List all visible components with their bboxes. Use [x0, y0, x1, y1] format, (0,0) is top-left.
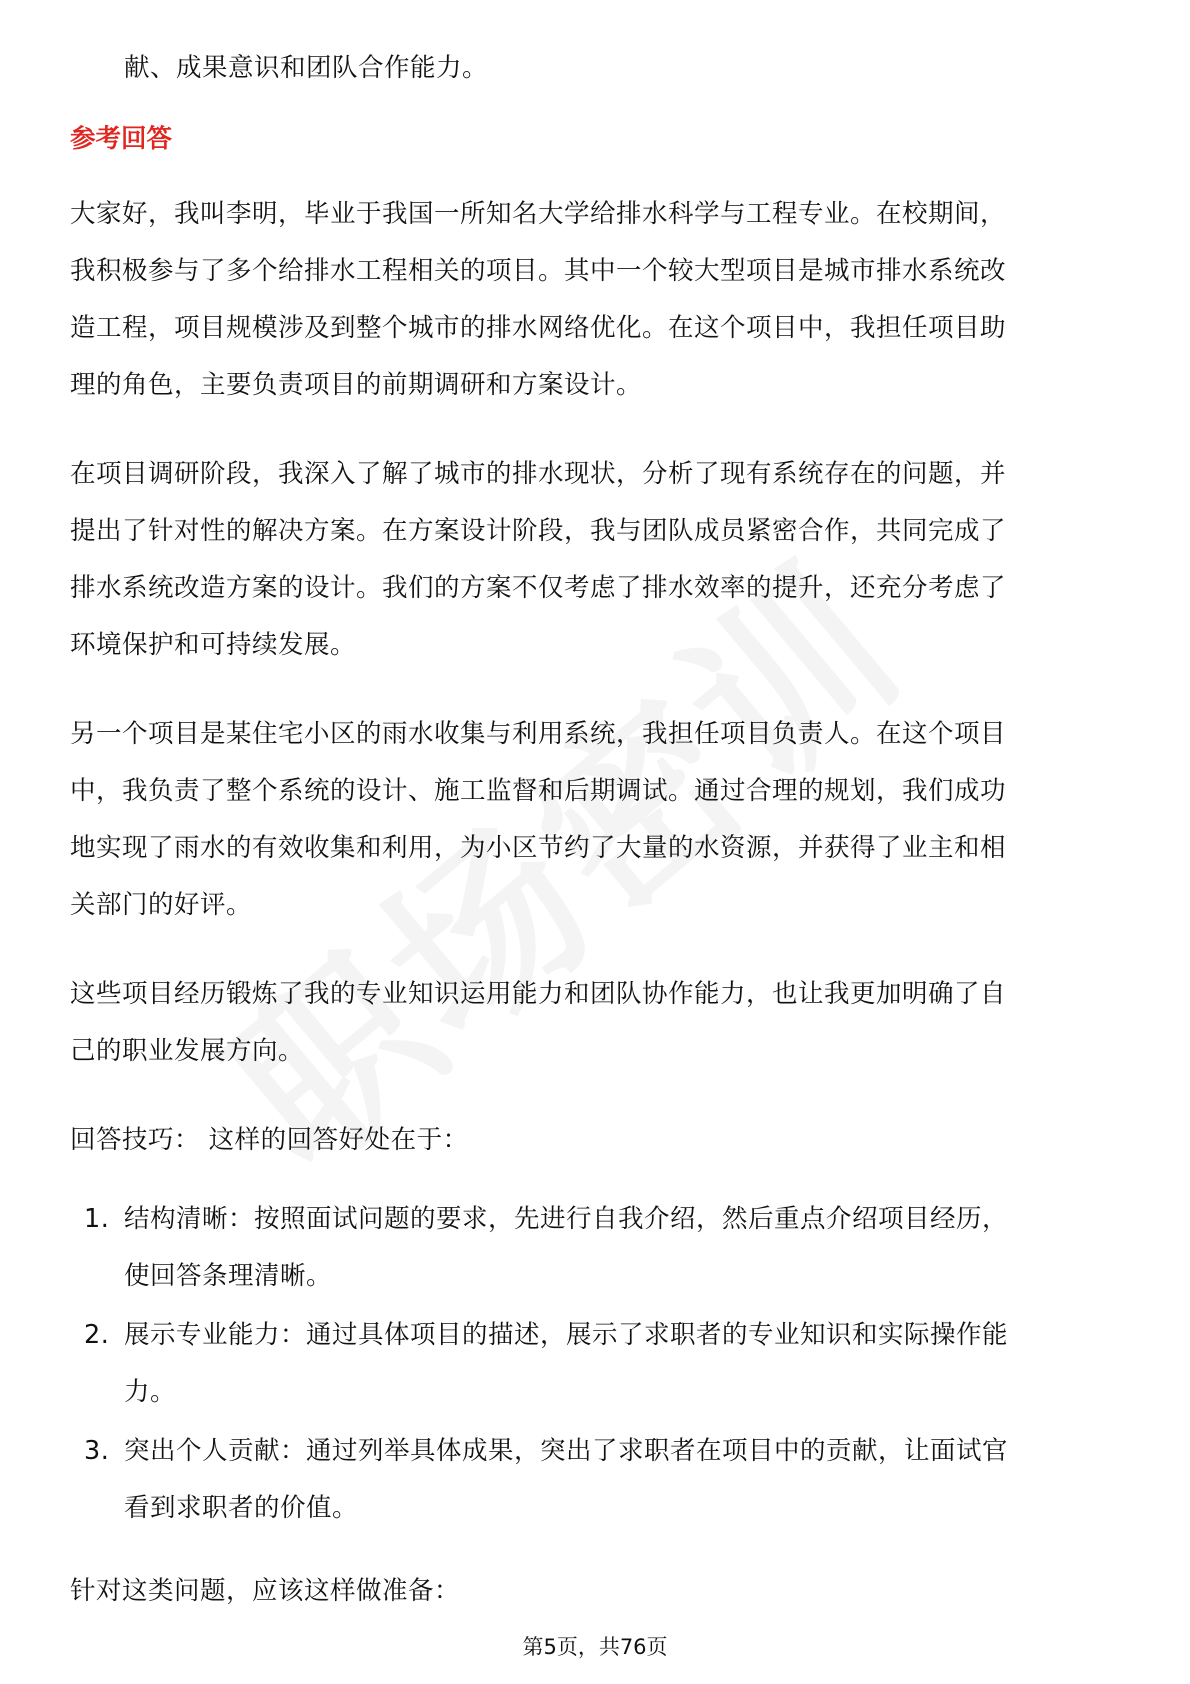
list-number: 1.: [84, 1204, 110, 1234]
continuation-line: 献、成果意识和团队合作能力。: [124, 53, 489, 83]
paragraph-line: 关部门的好评。: [70, 890, 253, 920]
paragraph: [70, 446, 1120, 674]
paragraph: [70, 186, 1120, 414]
paragraph-line: 己的职业发展方向。: [70, 1036, 305, 1066]
paragraph-line: 另一个项目是某住宅小区的雨水收集与利用系统，我担任项目负责人。在这个项目: [70, 719, 1007, 749]
list-item-line: 结构清晰：按照面试问题的要求，先进行自我介绍，然后重点介绍项目经历，: [124, 1204, 1009, 1234]
paragraph-line: 提出了针对性的解决方案。在方案设计阶段，我与团队成员紧密合作，共同完成了: [70, 516, 1007, 546]
paragraph-line: 在项目调研阶段，我深入了解了城市的排水现状，分析了现有系统存在的问题，并: [70, 459, 1007, 489]
paragraph: [70, 706, 1120, 934]
paragraph: [70, 966, 1120, 1080]
paragraph-line: 这些项目经历锻炼了我的专业知识运用能力和团队协作能力，也让我更加明确了自: [70, 979, 1007, 1009]
closing-line: 针对这类问题，应该这样做准备：: [70, 1576, 461, 1606]
list-item: [70, 1423, 1120, 1537]
paragraph-line: 中，我负责了整个系统的设计、施工监督和后期调试。通过合理的规划，我们成功: [70, 776, 1007, 806]
paragraph-line: 地实现了雨水的有效收集和利用，为小区节约了大量的水资源，并获得了业主和相: [70, 833, 1007, 863]
list-item-line: 展示专业能力：通过具体项目的描述，展示了求职者的专业知识和实际操作能: [124, 1320, 1009, 1350]
list-item-line: 力。: [124, 1377, 177, 1407]
paragraph-line: 造工程，项目规模涉及到整个城市的排水网络优化。在这个项目中，我担任项目助: [70, 313, 1007, 343]
document-page: [70, 40, 1120, 1620]
paragraph-line: 大家好，我叫李明，毕业于我国一所知名大学给排水科学与工程专业。在校期间，: [70, 199, 1007, 229]
list-item-line: 突出个人贡献：通过列举具体成果，突出了求职者在项目中的贡献，让面试官: [124, 1436, 1009, 1466]
tips-intro: 回答技巧： 这样的回答好处在于：: [70, 1125, 469, 1155]
list-item: [70, 1191, 1120, 1305]
page-number: 第5页，共76页: [522, 1635, 668, 1659]
list-number: 3.: [84, 1436, 110, 1466]
list-number: 2.: [84, 1320, 110, 1350]
list-item: [70, 1307, 1120, 1421]
paragraph-line: 我积极参与了多个给排水工程相关的项目。其中一个较大型项目是城市排水系统改: [70, 256, 1007, 286]
paragraph-line: 排水系统改造方案的设计。我们的方案不仅考虑了排水效率的提升，还充分考虑了: [70, 573, 1007, 603]
tips-list: [70, 1191, 1120, 1537]
answer-body: [70, 186, 1120, 1620]
list-item-line: 看到求职者的价值。: [124, 1493, 359, 1523]
section-heading: 参考回答: [70, 124, 173, 154]
list-item-line: 使回答条理清晰。: [124, 1261, 333, 1291]
paragraph-line: 环境保护和可持续发展。: [70, 630, 357, 660]
paragraph-line: 理的角色，主要负责项目的前期调研和方案设计。: [70, 370, 643, 400]
